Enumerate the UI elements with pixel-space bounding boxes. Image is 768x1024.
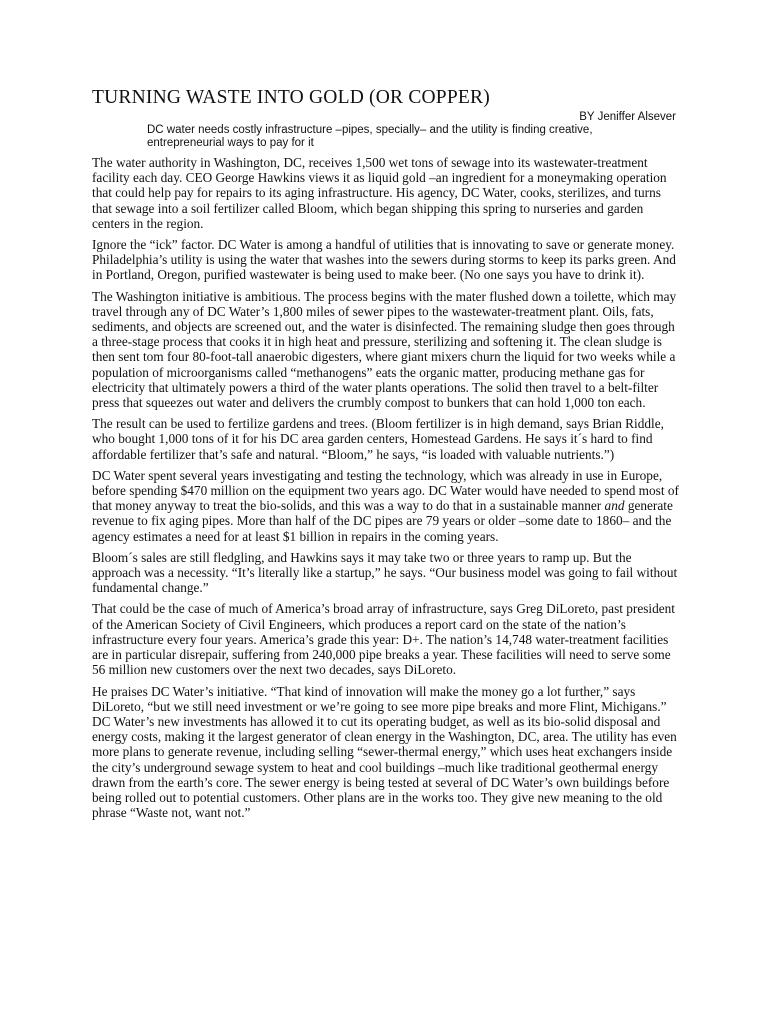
paragraph-5-end: generate revenue to fix aging pipes. More than half of the DC pipes are 79 years or older –some date to 1860– and the agency estimates a need for at least $1 billion in repairs in the coming years. xyxy=(92,498,673,544)
paragraph-3: The Washington initiative is ambitious. The process begins with the mater flushed down a toilette, which may travel through any of DC Water’s 1,800 miles of sewer pipes to the wastewater-treatment plant. Oils, fats, sediments, and objects are screened out, and the water is disinfected. The remaining sludge then goes through a three-stage process that cooks it in high heat and pressure, sterilizing and softening it. The clean sludge is then sent tom four 80-foot-tall anaerobic digesters, where giant mixers churn the liquid for two weeks while a population of microorganisms called “methanogens” eats the organic matter, producing methane gas for electricity that ultimately powers a third of the water plants operations. The solid then travel to a belt-filter press that squeezes out water and delivers the crumbly compost to bunkers that can hold 1,000 ton each. xyxy=(92,288,677,411)
paragraph-5-start: DC Water spent several years investigating and testing the technology, which was already in use in Europe, before spending $470 million on the equipment two years ago. DC Water would have needed to spend most of that money anyway to treat the bio-solids, and this was a way to do that in a sustainable manner xyxy=(92,467,679,514)
document-page xyxy=(92,0,680,1024)
paragraph-5-emphasis: and xyxy=(604,498,625,514)
paragraph-7: That could be the case of much of America’s broad array of infrastructure, says Greg DiLoreto, past president of the American Society of Civil Engineers, which produces a report card on the state of the nation’s infrastructure every four years. America’s grade this year: D+. The nation’s 14,748 water-treatment facilities are in particular disrepair, suffering from 240,000 pipe breaks a year. These facilities will need to serve some 56 million new customers over the next two decades, says DiLoreto. xyxy=(92,601,676,678)
paragraph-1: The water authority in Washington, DC, receives 1,500 wet tons of sewage into its wastewater-treatment facility each day. CEO George Hawkins views it as liquid gold –an ingredient for a moneymaking operation that could help pay for repairs to its aging infrastructure. His agency, DC Water, cooks, sterilizes, and turns that sewage into a soil fertilizer called Bloom, which began shipping this spring to nurseries and garden centers in the region. xyxy=(92,155,667,231)
article-body xyxy=(92,155,680,826)
article-title: TURNING WASTE INTO GOLD (OR COPPER) xyxy=(92,87,490,108)
article-subtitle: DC water needs costly infrastructure –pipes, specially– and the utility is finding creative, entrepreneurial ways to pay for it xyxy=(147,124,593,149)
paragraph-4: The result can be used to fertilize gardens and trees. (Bloom fertilizer is in high demand, says Brian Riddle, who bought 1,000 tons of it for his DC area garden centers, Homestead Gardens. He says it´s hard to find affordable fertilizer that’s safe and natural. “Bloom,” he says, “is loaded with valuable nutrients.”) xyxy=(92,416,664,462)
paragraph-2: Ignore the “ick” factor. DC Water is among a handful of utilities that is innovating to save or generate money. Philadelphia’s utility is using the water that washes into the sewers during storms to keep its parks green. And in Portland, Oregon, purified wastewater is being used to make beer. (No one says you have to drink it). xyxy=(92,237,676,283)
paragraph-8: He praises DC Water’s initiative. “That kind of innovation will make the money go a lot further,” says DiLoreto, “but we still need investment or we’re going to see more pipe breaks and more Flint, Michigans.” DC Water’s new investments has allowed it to cut its operating budget, as well as its bio-solid disposal and energy costs, making it the largest generator of clean energy in the Washington, DC, area. The utility has even more plans to generate revenue, including selling “sewer-thermal energy,” which uses heat exchangers inside the city’s underground sewage system to heat and cool buildings –much like traditional geothermal energy drawn from the earth’s core. The sewer energy is being tested at several of DC Water’s own buildings before being rolled out to potential customers. Other plans are in the works too. They give new meaning to the old phrase “Waste not, want not.” xyxy=(92,683,677,821)
paragraph-5 xyxy=(92,468,680,544)
article-byline: BY Jeniffer Alsever xyxy=(579,111,676,123)
paragraph-6: Bloom´s sales are still fledgling, and Hawkins says it may take two or three years to ramp up. But the approach was a necessity. “It’s literally like a startup,” he says. “Our business model was going to fail without fundamental change.” xyxy=(92,549,678,596)
